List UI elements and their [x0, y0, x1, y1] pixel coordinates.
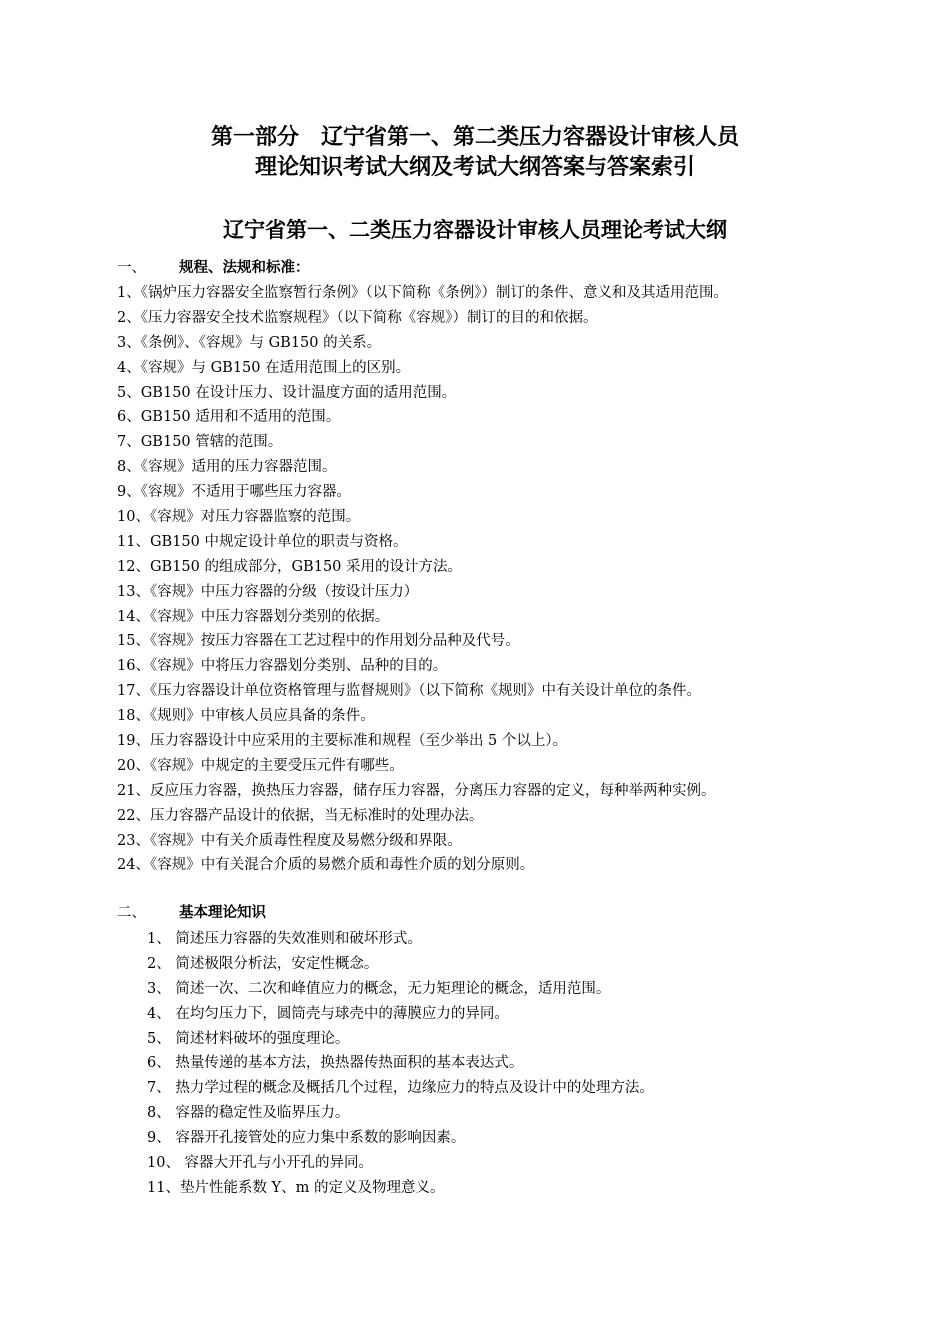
section-2-label: 基本理论知识	[179, 905, 266, 921]
document-subtitle: 辽宁省第一、二类压力容器设计审核人员理论考试大纲	[223, 218, 727, 242]
list-item: 17、《压力容器设计单位资格管理与监督规则》（以下简称《规则》中有关设计单位的条件。	[117, 683, 701, 700]
list-item: 24、《容规》中有关混合介质的易燃介质和毒性介质的划分原则。	[117, 857, 535, 874]
list-item: 11、垫片性能系数 Y、m 的定义及物理意义。	[147, 1179, 445, 1196]
list-item: 15、《容规》按压力容器在工艺过程中的作用划分品种及代号。	[117, 633, 520, 650]
list-item: 9、 容器开孔接管处的应力集中系数的影响因素。	[147, 1130, 466, 1147]
list-item: 22、压力容器产品设计的依据，当无标准时的处理办法。	[117, 807, 484, 824]
section-1-number: 一、	[117, 260, 146, 276]
section-2-list	[147, 927, 654, 1201]
list-item: 8、《容规》适用的压力容器范围。	[117, 459, 337, 476]
list-item: 4、 在均匀压力下，圆筒壳与球壳中的薄膜应力的异同。	[147, 1005, 509, 1022]
list-item: 19、压力容器设计中应采用的主要标准和规程（至少举出 5 个以上）。	[117, 733, 568, 750]
section-2-number: 二、	[117, 905, 146, 921]
document-title-line-1: 第一部分 辽宁省第一、第二类压力容器设计审核人员	[210, 125, 739, 150]
list-item: 8、 容器的稳定性及临界压力。	[147, 1105, 350, 1122]
list-item: 7、 热力学过程的概念及概括几个过程，边缘应力的特点及设计中的处理方法。	[147, 1080, 654, 1097]
list-item: 10、《容规》对压力容器监察的范围。	[117, 509, 361, 526]
list-item: 13、《容规》中压力容器的分级（按设计压力）	[117, 583, 419, 600]
list-item: 2、《压力容器安全技术监察规程》（以下简称《容规》）制订的目的和依据。	[117, 309, 598, 326]
list-item: 6、GB150 适用和不适用的范围。	[117, 409, 341, 426]
section-1-label: 规程、法规和标准：	[179, 260, 310, 276]
list-item: 6、 热量传递的基本方法，换热器传热面积的基本表达式。	[147, 1055, 524, 1072]
list-item: 21、反应压力容器，换热压力容器，储存压力容器，分离压力容器的定义，每种举两种实例。	[117, 782, 716, 799]
list-item: 20、《容规》中规定的主要受压元件有哪些。	[117, 757, 404, 774]
list-item: 10、 容器大开孔与小开孔的异同。	[147, 1155, 374, 1172]
list-item: 7、GB150 管辖的范围。	[117, 434, 283, 451]
document-title-line-2: 理论知识考试大纲及考试大纲答案与答案索引	[254, 155, 695, 180]
section-1-heading	[117, 258, 310, 278]
list-item: 18、《规则》中审核人员应具备的条件。	[117, 708, 375, 725]
list-item: 11、GB150 中规定设计单位的职责与资格。	[117, 533, 408, 550]
list-item: 16、《容规》中将压力容器划分类别、品种的目的。	[117, 658, 448, 675]
list-item: 3、《条例》、《容规》与 GB150 的关系。	[117, 334, 382, 351]
list-item: 1、《锅炉压力容器安全监察暂行条例》（以下简称《条例》）制订的条件、意义和及其适用范围。	[117, 285, 728, 301]
list-item: 9、《容规》不适用于哪些压力容器。	[117, 484, 351, 501]
list-item: 4、《容规》与 GB150 在适用范围上的区别。	[117, 359, 411, 376]
section-1-list	[117, 281, 728, 878]
list-item: 5、GB150 在设计压力、设计温度方面的适用范围。	[117, 384, 457, 401]
list-item: 3、 简述一次、二次和峰值应力的概念，无力矩理论的概念，适用范围。	[147, 980, 611, 997]
list-item: 12、GB150 的组成部分，GB150 采用的设计方法。	[117, 558, 462, 575]
section-2-heading	[117, 903, 266, 923]
list-item: 5、 简述材料破坏的强度理论。	[147, 1030, 350, 1047]
list-item: 2、 简述极限分析法，安定性概念。	[147, 955, 379, 972]
list-item: 1、 简述压力容器的失效准则和破坏形式。	[147, 931, 422, 947]
list-item: 14、《容规》中压力容器划分类别的依据。	[117, 608, 390, 625]
list-item: 23、《容规》中有关介质毒性程度及易燃分级和界限。	[117, 832, 462, 849]
